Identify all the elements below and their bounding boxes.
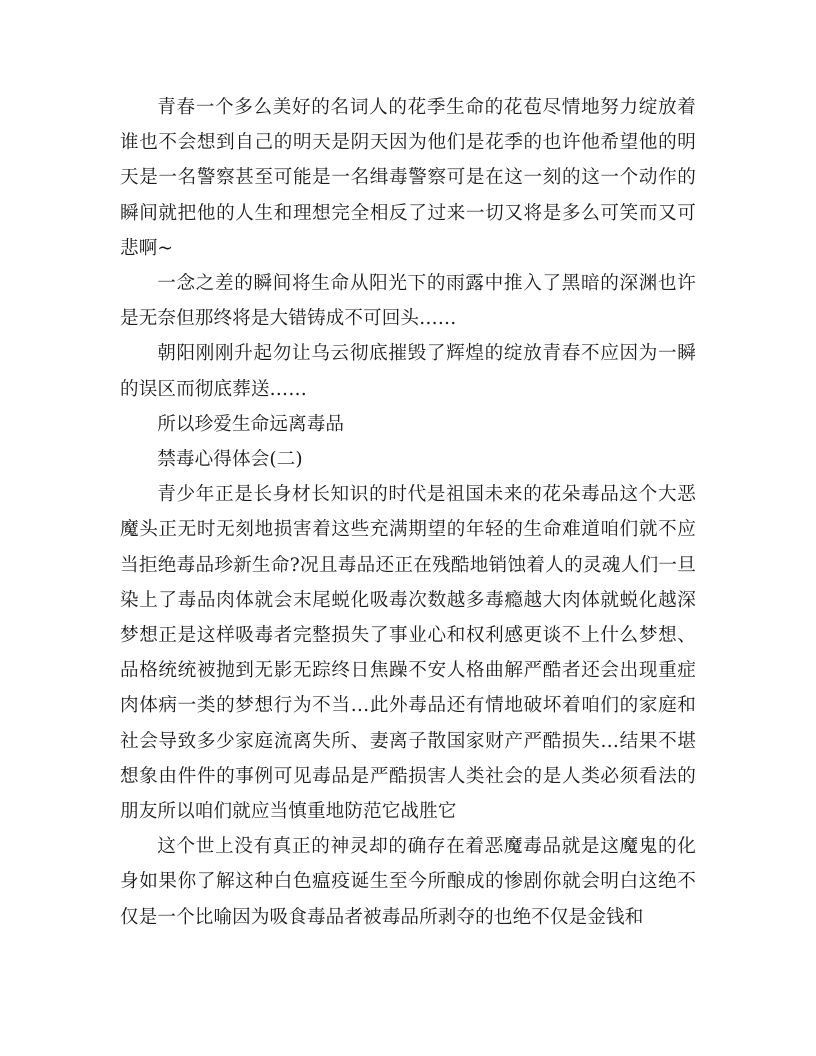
section-heading: 禁毒心得体会(二) [157, 449, 303, 471]
paragraph-cherish-life: 所以珍爱生命远离毒品 [157, 413, 345, 435]
paragraph-moment-of-error: 一念之差的瞬间将生命从阳光下的雨露中推入了黑暗的深渊也许是无奈但那终将是大错铸成不可回头…… [120, 273, 696, 330]
paragraph-youth-metaphor: 青春一个多么美好的名词人的花季生命的花苞尽情地努力绽放着谁也不会想到自己的明天是阴天因为他们是花季的也许他希望他的明天是一名警察甚至可能是一名缉毒警察可是在这一刻的这一个动作的瞬间就把他的人生和理想完全相反了过来一切又将是多么可笑而又可悲啊~ [120, 97, 696, 259]
document-body [120, 90, 696, 935]
paragraph-teenagers-and-drugs: 青少年正是长身材长知识的时代是祖国未来的花朵毒品这个大恶魔头正无时无刻地损害着这些充满期望的年轻的生命难道咱们就不应当拒绝毒品珍新生命?况且毒品还正在残酷地销蚀着人的灵魂人们一旦染上了毒品肉体就会末尾蜕化吸毒次数越多毒瘾越大肉体就蜕化越深梦想正是这样吸毒者完整损失了事业心和权利感更谈不上什么梦想、品格统统被抛到无影无踪终日焦躁不安人格曲解严酷者还会出现重症肉体病一类的梦想行为不当…此外毒品还有情地破坏着咱们的家庭和社会导致多少家庭流离失所、妻离子散国家财产严酷损失…结果不堪想象由件件的事例可见毒品是严酷损害人类社会的是人类必须看法的朋友所以咱们就应当慎重地防范它战胜它 [120, 484, 696, 823]
paragraph-no-true-gods: 这个世上没有真正的神灵却的确存在着恶魔毒品就是这魔鬼的化身如果你了解这种白色瘟疫诞生至今所酿成的惨剧你就会明白这绝不仅是一个比喻因为吸食毒品者被毒品所剥夺的也绝不仅是金钱和 [120, 836, 696, 928]
paragraph-morning-sun: 朝阳刚刚升起勿让乌云彻底摧毁了辉煌的绽放青春不应因为一瞬的误区而彻底葬送…… [120, 343, 696, 400]
